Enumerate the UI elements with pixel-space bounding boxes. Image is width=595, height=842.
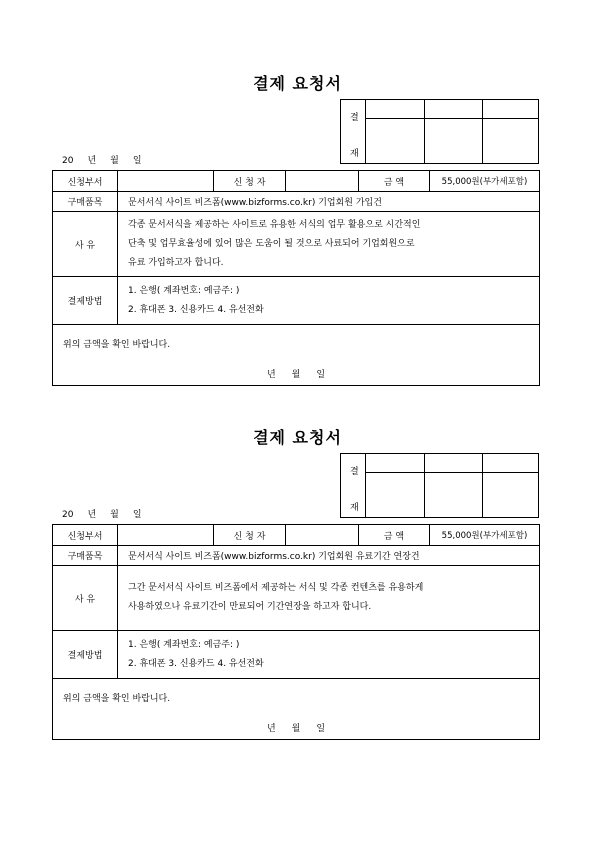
- payment-label: 결제방법: [53, 277, 118, 324]
- reason-line: 그간 문서서식 사이트 비즈폼에서 제공하는 서식 및 각종 컨텐츠를 유용하게: [128, 583, 424, 593]
- header-row: [53, 525, 539, 546]
- reason-text: [118, 566, 539, 630]
- request-date: 20 년 월 일: [62, 156, 142, 166]
- item-row: [53, 192, 539, 212]
- amount-value: 55,000원(부가세포함): [441, 531, 528, 541]
- approval-label-bottom: 재: [350, 149, 359, 159]
- applicant-field[interactable]: [286, 525, 359, 545]
- dept-label: 신청부서: [53, 525, 118, 545]
- approval-label-bottom: 재: [350, 503, 359, 513]
- amount-value: 55,000원(부가세포함): [441, 177, 528, 187]
- confirm-date: 년 월 일: [266, 370, 326, 380]
- item-row: [53, 546, 539, 566]
- reason-line: 사용하였으나 유료기간이 만료되어 기간연장을 하고자 합니다.: [128, 602, 372, 612]
- header-row: [53, 171, 539, 192]
- form-title: 결제 요청서: [253, 428, 342, 447]
- approval-slot-divider: [424, 100, 425, 163]
- reason-label: 사 유: [53, 566, 118, 630]
- item-value: 문서서식 사이트 비즈폼(www.bizforms.co.kr) 기업회원 가입건: [128, 198, 382, 208]
- reason-label: 사 유: [53, 212, 118, 276]
- payment-row: [53, 631, 539, 679]
- item-value: 문서서식 사이트 비즈폼(www.bizforms.co.kr) 기업회원 유료기간 연장건: [128, 552, 420, 562]
- applicant-field[interactable]: [286, 171, 359, 191]
- request-table: [52, 524, 540, 740]
- approval-label: [341, 100, 366, 163]
- payment-label: 결제방법: [53, 631, 118, 678]
- payment-method-bank: 1. 은행( 계좌번호: 예금주: ): [128, 639, 240, 650]
- reason-line: 유료 가입하고자 합니다.: [128, 257, 224, 268]
- reason-row: [53, 212, 539, 277]
- amount-label: 금 액: [359, 525, 430, 545]
- payment-methods: [118, 631, 539, 678]
- request-table: [52, 170, 540, 386]
- form-title: 결제 요청서: [253, 74, 342, 93]
- reason-line: 각종 문서서식을 제공하는 사이트로 유용한 서식의 업무 활용으로 시간적인: [128, 219, 421, 230]
- reason-line: 단축 및 업무효율성에 있어 많은 도움이 될 것으로 사료되어 기업회원으로: [128, 238, 415, 249]
- approval-slot-divider: [482, 100, 483, 163]
- payment-method-others: 2. 휴대폰 3. 신용카드 4. 유선전화: [128, 304, 264, 315]
- dept-field[interactable]: [118, 525, 214, 545]
- approval-label-top: 결: [350, 113, 359, 123]
- payment-method-bank: 1. 은행( 계좌번호: 예금주: ): [128, 285, 240, 296]
- dept-field[interactable]: [118, 171, 214, 191]
- confirm-date: 년 월 일: [266, 724, 326, 734]
- confirm-text: 위의 금액을 확인 바랍니다.: [63, 694, 171, 704]
- reason-text: [118, 212, 539, 276]
- approval-slot-divider: [482, 454, 483, 517]
- payment-request-form-1: [0, 65, 595, 425]
- payment-method-others: 2. 휴대폰 3. 신용카드 4. 유선전화: [128, 658, 264, 669]
- payment-methods: [118, 277, 539, 324]
- payment-request-form-2: [0, 419, 595, 779]
- applicant-label: 신 청 자: [214, 525, 286, 545]
- approval-box: [340, 453, 539, 518]
- reason-row: [53, 566, 539, 631]
- item-label: 구매품목: [53, 192, 118, 211]
- request-date: 20 년 월 일: [62, 510, 142, 520]
- approval-label-top: 결: [350, 467, 359, 477]
- amount-label: 금 액: [359, 171, 430, 191]
- confirm-text: 위의 금액을 확인 바랍니다.: [63, 340, 171, 350]
- dept-label: 신청부서: [53, 171, 118, 191]
- item-label: 구매품목: [53, 546, 118, 565]
- approval-slot-divider: [424, 454, 425, 517]
- approval-label: [341, 454, 366, 517]
- payment-row: [53, 277, 539, 325]
- approval-box: [340, 99, 539, 164]
- applicant-label: 신 청 자: [214, 171, 286, 191]
